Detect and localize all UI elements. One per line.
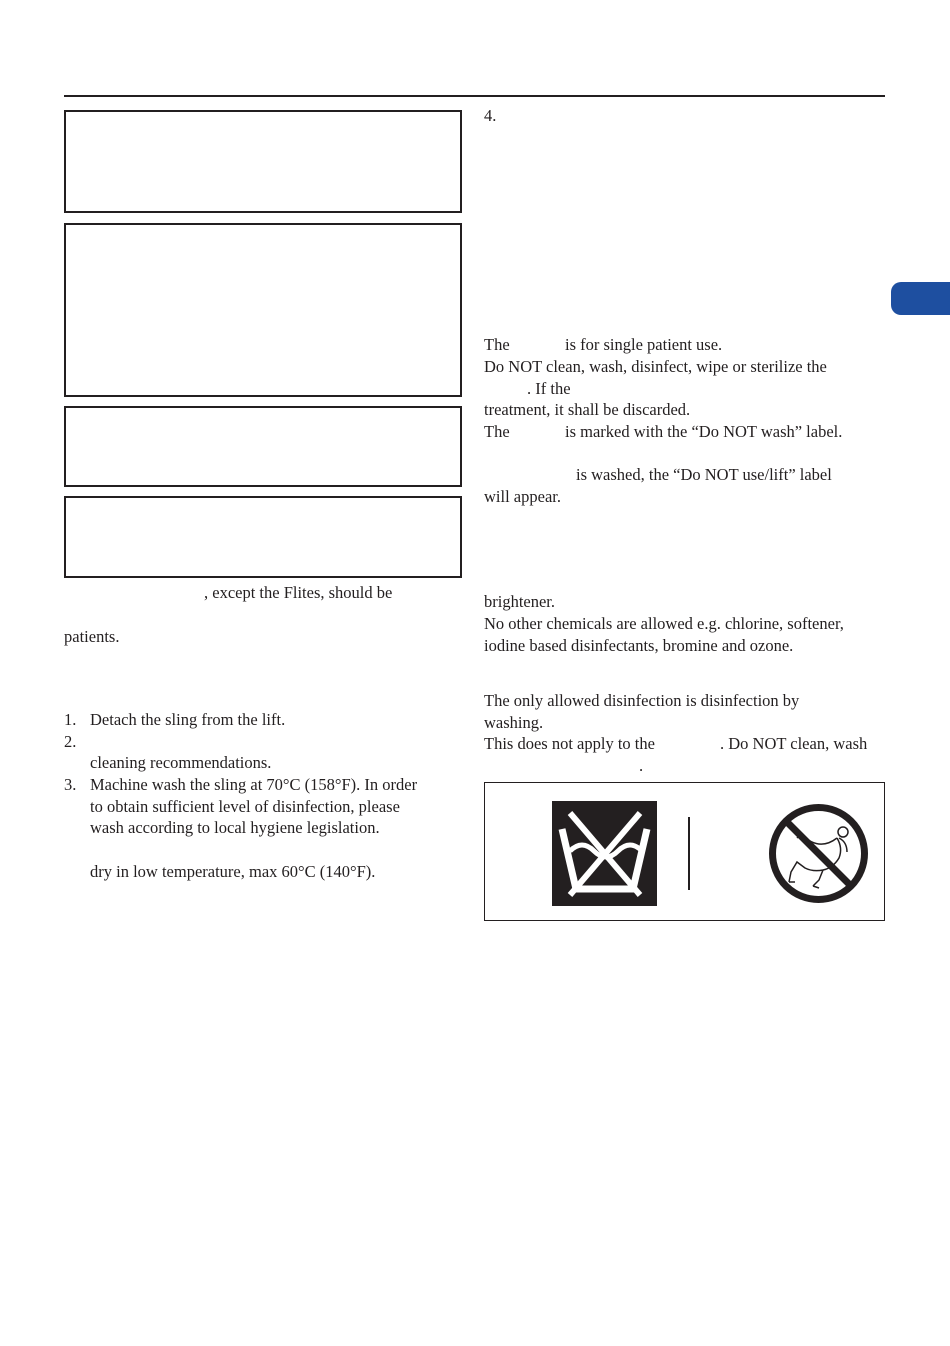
step-text: Machine wash the sling at 70°C (158°F). In order <box>90 775 418 794</box>
step-number: 3. <box>64 775 77 794</box>
paragraph-line: washing. <box>484 713 544 732</box>
paragraph-line: brightener. <box>484 592 556 611</box>
step-text: to obtain sufficient level of disinfection, please <box>90 797 400 816</box>
notice-box <box>64 223 462 397</box>
notice-box <box>64 496 462 578</box>
patients-text: patients. <box>64 627 120 646</box>
do-not-wash-icon <box>552 801 657 906</box>
paragraph-line: The <box>484 335 510 354</box>
notice-box <box>64 110 462 213</box>
paragraph-line: treatment, it shall be discarded. <box>484 400 691 419</box>
header-rule <box>64 95 885 97</box>
step-text: Detach the sling from the lift. <box>90 710 286 729</box>
paragraph-line: Do NOT clean, wash, disinfect, wipe or sterilize the <box>484 357 827 376</box>
paragraph-line: will appear. <box>484 487 561 506</box>
paragraph-line: No other chemicals are allowed e.g. chlorine, softener, <box>484 614 844 633</box>
paragraph-line: is marked with the “Do NOT wash” label. <box>565 422 843 441</box>
paragraph-line: The only allowed disinfection is disinfection by <box>484 691 800 710</box>
paragraph-line: is for single patient use. <box>565 335 723 354</box>
paragraph-line: The <box>484 422 510 441</box>
flites-note: , except the Flites, should be <box>204 583 393 602</box>
paragraph-line: This does not apply to the <box>484 734 655 753</box>
paragraph-line: iodine based disinfectants, bromine and ozone. <box>484 636 794 655</box>
paragraph-line: . <box>639 756 644 775</box>
step-number: 4. <box>484 106 497 125</box>
step-text: cleaning recommendations. <box>90 753 272 772</box>
step-number: 1. <box>64 710 77 729</box>
do-not-lift-icon <box>767 802 870 905</box>
step-text: dry in low temperature, max 60°C (140°F). <box>90 862 376 881</box>
figure-divider <box>688 817 690 890</box>
paragraph-line: is washed, the “Do NOT use/lift” label <box>576 465 832 484</box>
paragraph-line: . Do NOT clean, wash <box>720 734 868 753</box>
step-number: 2. <box>64 732 77 751</box>
section-tab <box>891 282 950 315</box>
paragraph-line: . If the <box>527 379 571 398</box>
step-text: wash according to local hygiene legislation. <box>90 818 380 837</box>
notice-box <box>64 406 462 487</box>
